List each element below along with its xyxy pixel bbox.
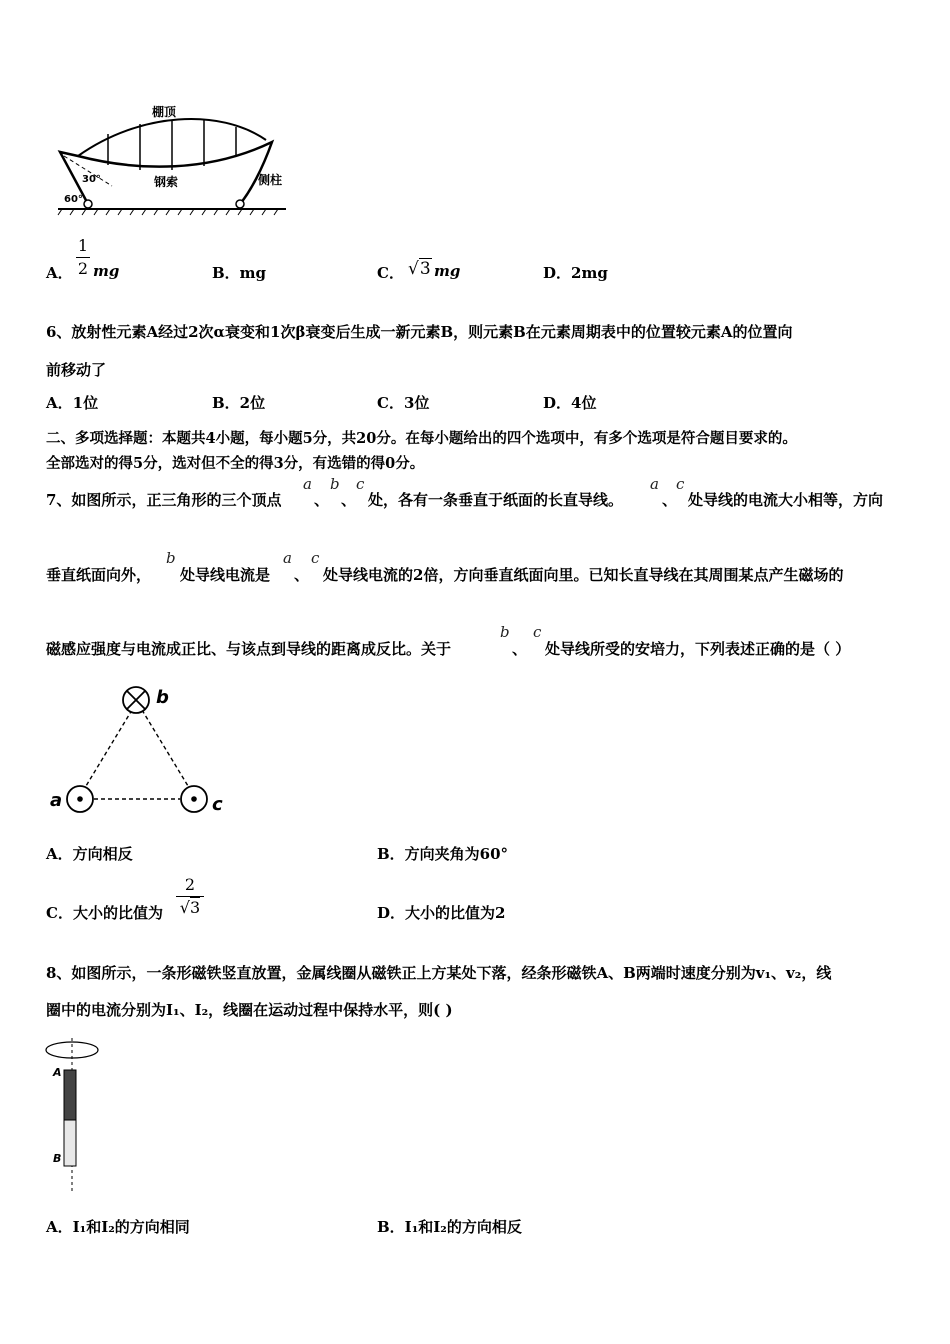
q7-var-b: b bbox=[500, 623, 510, 641]
section2-heading-line1: 二、多项选择题：本题共4小题，每小题5分，共20分。在每小题给出的四个选项中，有多个选项是符合题目要求的。 bbox=[46, 430, 797, 447]
q8-stem-line2: 圈中的电流分别为I₁、I₂，线圈在运动过程中保持水平，则( ) bbox=[46, 1001, 453, 1019]
q7-sep: 、 bbox=[294, 566, 310, 584]
wire-c-out-of-page-icon bbox=[181, 786, 207, 812]
q5-option-a-prefix[interactable]: A． bbox=[46, 264, 73, 282]
q7-stem-l2b: 处导线电流是 bbox=[180, 566, 271, 584]
fraction-denominator: √3 bbox=[179, 898, 201, 917]
q7-stem-l1b: 处，各有一条垂直于纸面的长直导线。 bbox=[368, 491, 624, 509]
q6-stem-line2: 前移动了 bbox=[46, 361, 107, 379]
q7-stem-l1a: 7、如图所示，正三角形的三个顶点 bbox=[46, 491, 282, 509]
q7-var-a: a bbox=[303, 475, 312, 493]
triangle-side-bc bbox=[142, 710, 188, 786]
q7-var-c: c bbox=[676, 475, 685, 493]
roof-cable-figure bbox=[50, 100, 310, 218]
q7-stem-l3a: 磁感应强度与电流成正比、与该点到导线的距离成反比。关于 bbox=[46, 640, 452, 658]
fraction-numerator: 2 bbox=[184, 875, 196, 894]
q7-sep: 、 bbox=[341, 491, 357, 509]
q8-option-b[interactable]: B．I₁和I₂的方向相反 bbox=[377, 1218, 522, 1236]
q5-option-c-unit: mg bbox=[434, 262, 461, 280]
q7-stem-l1c: 处导线的电流大小相等，方向 bbox=[688, 491, 884, 509]
q7-var-c: c bbox=[311, 549, 320, 567]
q7-var-c: c bbox=[356, 475, 365, 493]
q7-var-b: b bbox=[330, 475, 340, 493]
q6-stem-line1: 6、放射性元素A经过2次α衰变和1次β衰变后生成一新元素B，则元素B在元素周期表中的位置较元素A的位置向 bbox=[46, 323, 793, 341]
q7-var-b: b bbox=[166, 549, 176, 567]
q5-option-d[interactable]: D．2mg bbox=[543, 264, 608, 282]
q6-option-a[interactable]: A．1位 bbox=[46, 394, 99, 412]
vertex-c-label: c bbox=[212, 794, 223, 815]
q5-option-c-prefix[interactable]: C． bbox=[377, 264, 404, 282]
q7-sep: 、 bbox=[662, 491, 678, 509]
right-hinge bbox=[236, 200, 244, 208]
q5-option-b[interactable]: B．mg bbox=[212, 264, 267, 282]
q6-option-c[interactable]: C．3位 bbox=[377, 394, 430, 412]
vertex-b-label: b bbox=[156, 687, 169, 708]
cable-label: 钢索 bbox=[154, 175, 179, 189]
magnet-end-a-label: A bbox=[53, 1066, 62, 1079]
q7-option-c-fraction bbox=[176, 875, 204, 918]
triangle-side-ab bbox=[86, 710, 132, 786]
angle-30-label: 30° bbox=[82, 174, 101, 185]
angle-60-label: 60° bbox=[64, 194, 83, 205]
magnet-lower-half bbox=[64, 1120, 76, 1166]
left-hinge bbox=[84, 200, 92, 208]
section2-heading-line2: 全部选对的得5分，选对但不全的得3分，有选错的得0分。 bbox=[46, 455, 425, 472]
magnet-upper-half bbox=[64, 1070, 76, 1120]
fraction-numerator: 1 bbox=[77, 236, 89, 255]
q7-sep: 、 bbox=[314, 491, 330, 509]
q8-stem-line1: 8、如图所示，一条形磁铁竖直放置，金属线圈从磁铁正上方某处下落，经条形磁铁A、B两端时速度分别为v₁、v₂，线 bbox=[46, 964, 832, 982]
q6-option-b[interactable]: B．2位 bbox=[212, 394, 266, 412]
magnet-coil-figure bbox=[40, 1036, 106, 1196]
q5-option-a-unit: mg bbox=[93, 262, 120, 280]
magnet-end-b-label: B bbox=[53, 1152, 62, 1165]
q7-var-a: a bbox=[283, 549, 292, 567]
q5-option-c-sqrt: √3 bbox=[408, 259, 431, 279]
q7-stem-l3b: 处导线所受的安培力，下列表述正确的是（ ） bbox=[545, 640, 851, 658]
pillars-and-cable bbox=[60, 142, 272, 204]
q7-stem-l2a: 垂直纸面向外， bbox=[46, 566, 152, 584]
roof-label: 棚顶 bbox=[152, 105, 177, 119]
q6-option-d[interactable]: D．4位 bbox=[543, 394, 597, 412]
vertex-a-label: a bbox=[50, 790, 63, 811]
wire-b-into-page-icon bbox=[123, 687, 149, 713]
triangle-wires-figure bbox=[48, 680, 230, 820]
q7-sep: 、 bbox=[512, 640, 528, 658]
q7-option-c-prefix[interactable]: C．大小的比值为 bbox=[46, 904, 163, 922]
pillar-label: 侧柱 bbox=[258, 173, 283, 187]
wire-a-out-of-page-icon bbox=[67, 786, 93, 812]
fraction-denominator: 2 bbox=[77, 259, 89, 278]
q5-option-a-fraction bbox=[76, 236, 90, 279]
q7-option-b[interactable]: B．方向夹角为60° bbox=[377, 845, 509, 863]
q7-var-a: a bbox=[650, 475, 659, 493]
q7-stem-l2c: 处导线电流的2倍，方向垂直纸面向里。已知长直导线在其周围某点产生磁场的 bbox=[323, 566, 844, 584]
q7-option-a[interactable]: A．方向相反 bbox=[46, 845, 133, 863]
q7-option-d[interactable]: D．大小的比值为2 bbox=[377, 904, 506, 922]
roof-struts bbox=[108, 120, 236, 170]
q7-var-c: c bbox=[533, 623, 542, 641]
q8-option-a[interactable]: A．I₁和I₂的方向相同 bbox=[46, 1218, 190, 1236]
